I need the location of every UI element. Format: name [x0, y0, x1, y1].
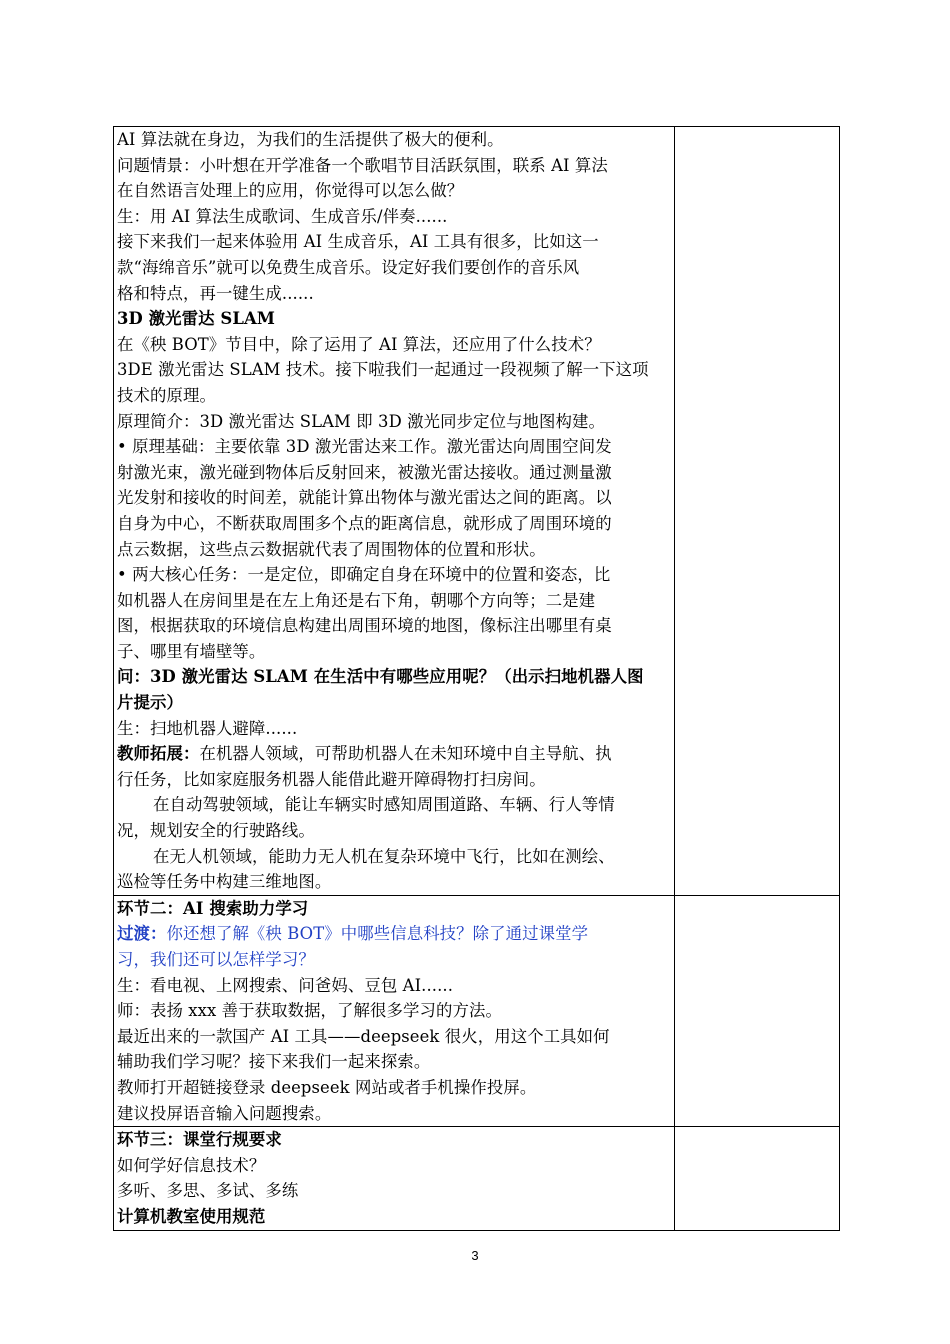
text-line: 接下来我们一起来体验用 AI 生成音乐，AI 工具有很多，比如这一 [117, 232, 599, 252]
text-line: 生：看电视、上网搜索、问爸妈、豆包 AI...... [117, 975, 454, 995]
text-line: • 原理基础：主要依靠 3D 激光雷达来工作。激光雷达向周围空间发 [117, 437, 612, 457]
text-line: 自身为中心，不断获取周围多个点的距离信息，就形成了周围环境的 [117, 513, 612, 533]
transition-line: 习，我们还可以怎样学习？ [117, 950, 315, 969]
text-line: 子、哪里有墙壁等。 [117, 641, 266, 661]
text-line: 射激光束，激光碰到物体后反射回来，被激光雷达接收。通过测量激 [117, 462, 612, 482]
section-heading: 环节三：课堂行规要求 [117, 1130, 282, 1150]
page-number: 3 [471, 1248, 479, 1263]
table-row [114, 1127, 840, 1230]
text-line: 光发射和接收的时间差，就能计算出物体与激光雷达之间的距离。以 [117, 488, 612, 508]
text-line: 原理简介：3D 激光雷达 SLAM 即 3D 激光同步定位与地图构建。 [117, 411, 606, 431]
teacher-extension-text: 在机器人领域，可帮助机器人在未知环境中自主导航、执 [199, 744, 612, 764]
text-line: 巡检等任务中构建三维地图。 [117, 872, 332, 892]
text-line: AI 算法就在身边，为我们的生活提供了极大的便利。 [117, 130, 504, 149]
table-row [114, 895, 840, 1126]
table-row [114, 127, 840, 896]
text-line: 最近出来的一款国产 AI 工具——deepseek 很火，用这个工具如何 [117, 1026, 610, 1046]
text-line: 如何学好信息技术？ [117, 1155, 266, 1175]
text-line: 在自然语言处理上的应用，你觉得可以怎么做？ [117, 181, 464, 201]
student-answer: 生：扫地机器人避障...... [117, 718, 298, 738]
text-line: 况，规划安全的行驶路线。 [117, 821, 315, 841]
indented-line: 在自动驾驶领域，能让车辆实时感知周围道路、车辆、行人等情 [153, 795, 615, 815]
text-line: 在《秧 BOT》节目中，除了运用了 AI 算法，还应用了什么技术？ [117, 334, 601, 354]
text-line: 教师打开超链接登录 deepseek 网站或者手机操作投屏。 [117, 1077, 537, 1097]
text-line: 问题情景：小叶想在开学准备一个歌唱节目活跃氛围，联系 AI 算法 [117, 155, 608, 175]
text-line: 师：表扬 xxx 善于获取数据，了解很多学习的方法。 [117, 1001, 502, 1021]
text-line: 生：用 AI 算法生成歌词、生成音乐/伴奏...... [117, 206, 448, 226]
question-line: 问：3D 激光雷达 SLAM 在生活中有哪些应用呢？（出示扫地机器人图 [117, 667, 644, 687]
text-line: 技术的原理。 [117, 385, 216, 405]
lesson-plan-table [113, 126, 840, 1231]
content-cell [114, 1127, 675, 1230]
transition-text: 你还想了解《秧 BOT》中哪些信息科技？除了通过课堂学 [166, 924, 589, 944]
text-line: 款“海绵音乐”就可以免费生成音乐。设定好我们要创作的音乐风 [117, 257, 580, 277]
indented-line: 在无人机领域，能助力无人机在复杂环境中飞行，比如在测绘、 [153, 846, 615, 866]
text-line: • 两大核心任务：一是定位，即确定自身在环境中的位置和姿态，比 [117, 565, 611, 585]
slam-heading: 3D 激光雷达 SLAM [117, 309, 276, 329]
sub-heading: 计算机教室使用规范 [117, 1206, 266, 1226]
text-line: 多听、多思、多试、多练 [117, 1181, 299, 1201]
notes-cell [675, 127, 840, 896]
text-line: 格和特点，再一键生成...... [117, 283, 314, 303]
question-line: 片提示） [117, 693, 183, 713]
text-line: 辅助我们学习呢？接下来我们一起来探索。 [117, 1052, 431, 1072]
teacher-extension-label: 教师拓展： [117, 744, 200, 764]
text-line: 点云数据，这些点云数据就代表了周围物体的位置和形状。 [117, 539, 546, 559]
text-line: 行任务，比如家庭服务机器人能借此避开障碍物打扫房间。 [117, 769, 546, 789]
transition-line [117, 921, 671, 947]
notes-cell [675, 895, 840, 1126]
text-line: 3DE 激光雷达 SLAM 技术。接下啦我们一起通过一段视频了解一下这项 [117, 360, 649, 380]
teacher-extension [117, 741, 671, 767]
content-cell [114, 127, 675, 896]
content-cell [114, 895, 675, 1126]
transition-label: 过渡： [117, 924, 167, 944]
section-heading: 环节二：AI 搜索助力学习 [117, 898, 309, 918]
text-line: 图，根据获取的环境信息构建出周围环境的地图，像标注出哪里有桌 [117, 616, 612, 636]
notes-cell [675, 1127, 840, 1230]
text-line: 建议投屏语音输入问题搜索。 [117, 1103, 332, 1123]
text-line: 如机器人在房间里是在左上角还是右下角，朝哪个方向等；二是建 [117, 590, 596, 610]
